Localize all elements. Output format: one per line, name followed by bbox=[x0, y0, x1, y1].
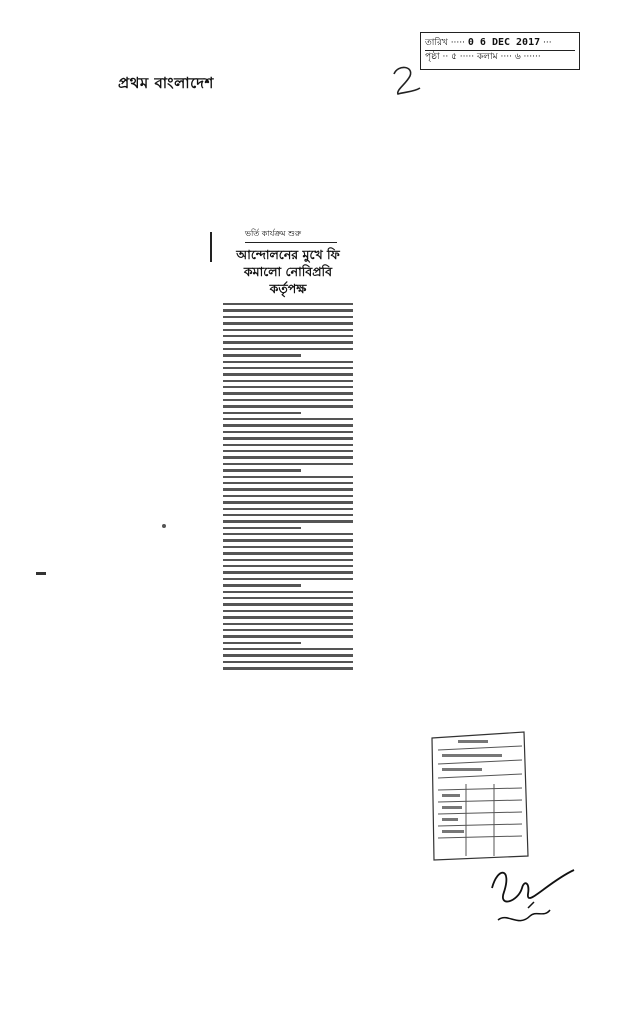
illegible-text-line bbox=[223, 648, 353, 650]
illegible-text-line bbox=[223, 373, 353, 375]
illegible-text-line bbox=[223, 623, 353, 625]
stamp-column-label: কলাম bbox=[476, 52, 498, 62]
clipping-body bbox=[223, 303, 353, 670]
stamp-date-label: তারিখ bbox=[425, 38, 448, 48]
clipping-kicker: ভর্তি কার্যক্রম শুরু bbox=[245, 228, 337, 243]
illegible-text-line bbox=[223, 399, 353, 401]
illegible-text-line bbox=[223, 476, 353, 478]
illegible-text-line bbox=[223, 616, 353, 618]
stamp-page-value: ৫ bbox=[451, 52, 457, 62]
newspaper-masthead bbox=[118, 72, 266, 104]
illegible-text-line bbox=[223, 635, 353, 637]
illegible-text-line bbox=[223, 303, 353, 305]
illegible-text-line bbox=[223, 444, 353, 446]
illegible-text-line bbox=[223, 418, 353, 420]
illegible-text-line bbox=[223, 316, 353, 318]
illegible-text-line bbox=[223, 539, 353, 541]
illegible-text-line bbox=[223, 571, 353, 573]
illegible-text-line bbox=[223, 508, 353, 510]
illegible-text-line bbox=[223, 501, 353, 503]
illegible-text-line bbox=[223, 367, 353, 369]
illegible-text-line bbox=[223, 437, 353, 439]
routing-slip-icon bbox=[428, 728, 536, 862]
illegible-text-line bbox=[223, 488, 353, 490]
illegible-text-line bbox=[223, 591, 353, 593]
illegible-text-line bbox=[223, 341, 353, 343]
illegible-text-line bbox=[223, 578, 353, 580]
illegible-text-line bbox=[223, 533, 353, 535]
illegible-text-line bbox=[223, 603, 353, 605]
illegible-text-line bbox=[223, 469, 301, 471]
illegible-text-line bbox=[223, 405, 353, 407]
scan-mark bbox=[162, 524, 166, 528]
illegible-text-line bbox=[223, 456, 353, 458]
illegible-text-line bbox=[223, 463, 353, 465]
scan-mark bbox=[36, 572, 46, 575]
illegible-text-line bbox=[223, 610, 353, 612]
illegible-text-line bbox=[223, 597, 353, 599]
headline-line: কমালো নোবিপ্রবি bbox=[243, 264, 333, 279]
illegible-text-line bbox=[223, 392, 353, 394]
illegible-text-line bbox=[223, 361, 353, 363]
news-clipping bbox=[223, 228, 353, 648]
illegible-text-line bbox=[223, 661, 353, 663]
illegible-text-line bbox=[223, 584, 301, 586]
illegible-text-line bbox=[223, 629, 353, 631]
illegible-text-line bbox=[223, 520, 353, 522]
illegible-text-line bbox=[223, 527, 301, 529]
illegible-text-line bbox=[223, 380, 353, 382]
headline-line: আন্দোলনের মুখে ফি bbox=[236, 247, 340, 262]
illegible-text-line bbox=[223, 322, 353, 324]
illegible-text-line bbox=[223, 559, 353, 561]
handwritten-initial-icon bbox=[388, 62, 424, 98]
illegible-text-line bbox=[223, 565, 353, 567]
stamp-date-row: তারিখ ····· 0 6 DEC 2017 ··· bbox=[425, 37, 552, 48]
illegible-text-line bbox=[223, 348, 353, 350]
headline-line: কর্তৃপক্ষ bbox=[269, 281, 307, 296]
illegible-text-line bbox=[223, 386, 353, 388]
illegible-text-line bbox=[223, 329, 353, 331]
stamp-page-row: পৃষ্ঠা ·· ৫ ····· কলাম ···· ৬ ······ bbox=[425, 50, 575, 64]
masthead-title: প্রথম বাংলাদেশ bbox=[118, 74, 214, 92]
illegible-text-line bbox=[223, 667, 353, 669]
illegible-text-line bbox=[223, 431, 353, 433]
stamp-date-value: 0 6 DEC 2017 bbox=[467, 37, 541, 48]
illegible-text-line bbox=[223, 412, 301, 414]
stamp-page-label: পৃষ্ঠা bbox=[425, 52, 440, 62]
illegible-text-line bbox=[223, 309, 353, 311]
clipping-headline bbox=[223, 246, 353, 297]
illegible-text-line bbox=[223, 495, 353, 497]
illegible-text-line bbox=[223, 450, 353, 452]
illegible-text-line bbox=[223, 424, 353, 426]
illegible-text-line bbox=[223, 546, 353, 548]
illegible-text-line bbox=[223, 514, 353, 516]
stamp-column-value: ৬ bbox=[514, 52, 521, 62]
signature-icon bbox=[478, 858, 578, 932]
illegible-text-line bbox=[223, 552, 353, 554]
illegible-text-line bbox=[223, 642, 301, 644]
date-stamp bbox=[420, 32, 580, 70]
illegible-text-line bbox=[223, 335, 353, 337]
illegible-text-line bbox=[223, 482, 353, 484]
kicker-bar bbox=[210, 232, 212, 262]
illegible-text-line bbox=[223, 654, 353, 656]
illegible-text-line bbox=[223, 354, 301, 356]
